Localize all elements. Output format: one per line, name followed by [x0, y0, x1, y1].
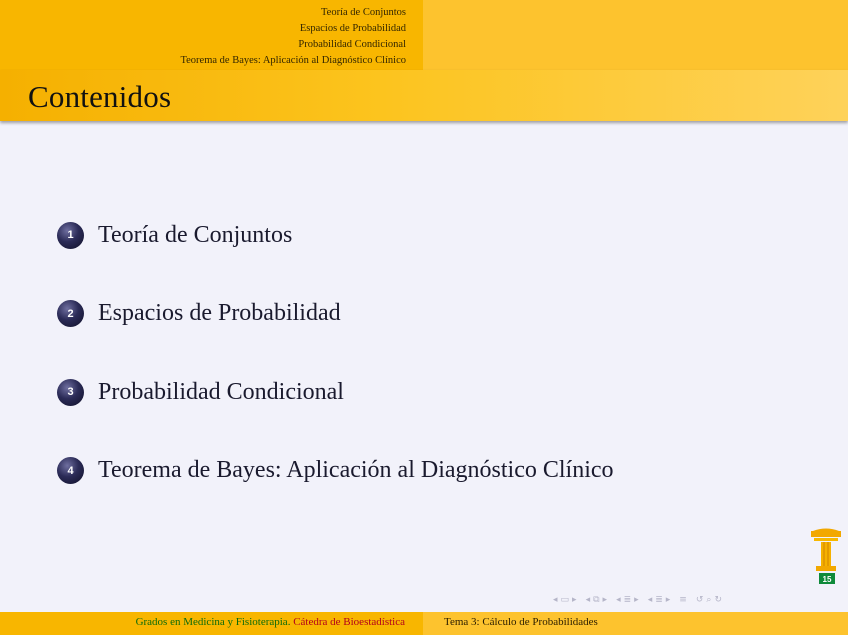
frame-title: Contenidos [28, 79, 172, 114]
toc-item-label: Probabilidad Condicional [98, 378, 344, 405]
section-icon[interactable]: ≣ [623, 595, 632, 605]
toc-item-espacios-probabilidad[interactable] [57, 297, 614, 331]
nav-item-teorema-bayes[interactable]: Teorema de Bayes: Aplicación al Diagnóstico Clínico [180, 55, 406, 66]
footer-topic-text: Tema 3: Cálculo de Probabilidades [444, 616, 598, 628]
section-navigation [180, 5, 406, 69]
footer-left [0, 612, 423, 635]
footer-right [423, 612, 848, 635]
section-prev-icon[interactable]: ◂ [616, 595, 621, 605]
back-forward-icon[interactable]: ↻ [714, 595, 722, 605]
frame-icon[interactable]: ▭ [560, 595, 570, 605]
toc-number-ball-icon: 3 [57, 379, 84, 406]
section-next-icon[interactable]: ▸ [665, 595, 671, 605]
subsection-next-icon[interactable]: ▸ [602, 595, 608, 605]
toc-number-ball-icon: 1 [57, 222, 84, 249]
toc-item-label: Espacios de Probabilidad [98, 300, 341, 326]
subsection-icon[interactable]: ⧉ [593, 595, 600, 605]
section-prev-icon[interactable]: ◂ [647, 595, 653, 605]
nav-item-teoria-conjuntos[interactable]: Teoría de Conjuntos [321, 7, 406, 18]
frame-prev-icon[interactable]: ◂ [553, 595, 558, 605]
toc-number-ball-icon: 4 [57, 457, 84, 484]
back-forward-icon[interactable]: ↺ [695, 595, 704, 605]
table-of-contents [57, 218, 614, 532]
toc-item-probabilidad-condicional[interactable] [57, 375, 614, 409]
toc-item-teorema-bayes[interactable] [57, 454, 614, 488]
header-nav-right [423, 0, 848, 70]
search-icon[interactable]: ⌕ [706, 595, 712, 605]
header-nav-left [0, 0, 423, 70]
toc-item-label: Teoría de Conjuntos [98, 221, 293, 248]
section-icon[interactable]: ≣ [655, 595, 663, 605]
footer-degree-text: Grados en Medicina y Fisioterapia. [135, 616, 291, 628]
nav-item-probabilidad-condicional[interactable]: Probabilidad Condicional [298, 39, 406, 50]
frame-title-bar [0, 70, 848, 121]
logo-badge-text: 15 [822, 575, 832, 584]
subsection-prev-icon[interactable]: ◂ [585, 595, 591, 605]
toc-number-ball-icon: 2 [57, 300, 84, 327]
toc-item-teoria-conjuntos[interactable] [57, 218, 614, 252]
footer-department-text: Cátedra de Bioestadística [293, 616, 405, 628]
toc-item-label: Teorema de Bayes: Aplicación al Diagnóstico Clínico [98, 457, 614, 483]
align-icon[interactable]: ≡ [679, 595, 687, 605]
beamer-navigation-symbols [553, 593, 725, 607]
university-logo-icon [810, 528, 842, 586]
nav-item-espacios-probabilidad[interactable]: Espacios de Probabilidad [299, 23, 406, 34]
frame-next-icon[interactable]: ▸ [572, 595, 577, 605]
footer-left-text [136, 616, 405, 628]
section-next-icon[interactable]: ▸ [634, 595, 639, 605]
